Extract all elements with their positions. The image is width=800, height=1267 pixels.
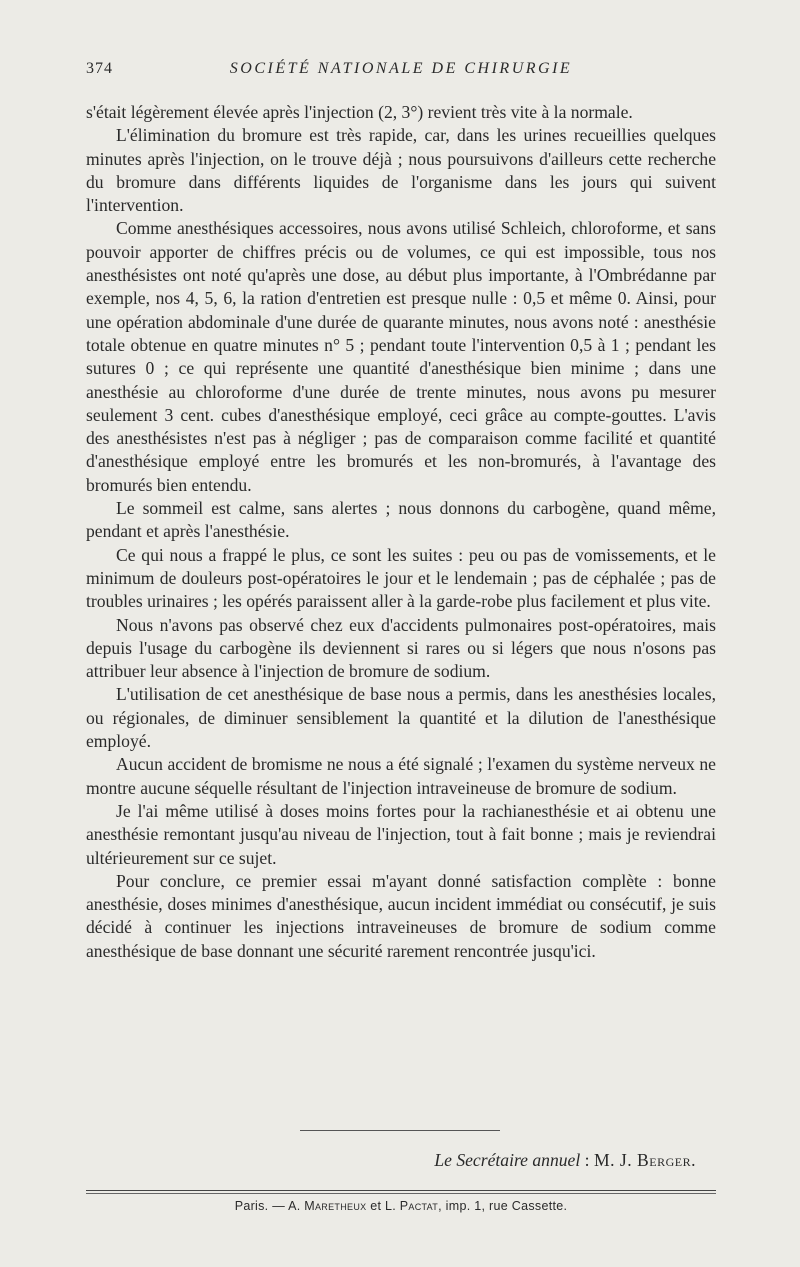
imprint-suffix: , imp. 1, rue Cassette. (438, 1199, 568, 1213)
signature-role: Le Secrétaire annuel (434, 1150, 581, 1170)
paragraph: L'élimination du bromure est très rapide, car, dans les urines recueillies quelques minutes après l'injection, on le trouve déjà ; nous poursuivons d'ailleurs cette recherche du bromure dans différents liquides de l'organisme dans les jours qui suivent l'intervention. (86, 125, 716, 216)
running-head: SOCIÉTÉ NATIONALE DE CHIRURGIE (229, 60, 573, 77)
paragraph: Ce qui nous a frappé le plus, ce sont les suites : peu ou pas de vomissements, et le minimum de douleurs post-opératoires le jour et le lendemain ; pas de céphalée ; pas de troubles urinaires ; les opérés paraissent aller à la garde-robe plus facilement et plus vite. (86, 544, 716, 612)
imprint-conj: et L. (366, 1199, 400, 1213)
paragraph: Pour conclure, ce premier essai m'ayant donné satisfaction complète : bonne anesthésie, doses minimes d'anesthésique, aucun incident immédiat ou consécutif, je suis décidé à continuer les injections intraveineuses de bromure de sodium comme anesthésique de base donnant une sécurité rarement rencontrée jusqu'ici. (86, 870, 716, 961)
signature-separator: : (580, 1150, 594, 1170)
paragraph: Je l'ai même utilisé à doses moins fortes pour la rachianesthésie et ai obtenu une anesthésie remontant jusqu'au niveau de l'injection, tout à fait bonne ; mais je reviendrai ultérieurement sur ce sujet. (86, 800, 716, 868)
signature-name: M. J. Berger. (593, 1150, 696, 1170)
paragraph: Comme anesthésiques accessoires, nous avons utilisé Schleich, chloroforme, et sans pouvoir apporter de chiffres précis ou de volumes, ce qui est impossible, tous nos anesthésistes ont noté qu'après une dose, au début plus importante, à l'Ombrédanne par exemple, nos 4, 5, 6, la ration d'entretien est presque nulle : 0,5 et même 0. Ainsi, pour une opération abdominale d'une durée de quarante minutes, nous avons noté : anesthésie totale obtenue en quatre minutes n° 5 ; pendant toute l'intervention 0,5 à 1 ; pendant les sutures 0 ; ce qui représente une quantité d'anesthésique bien minime ; dans une anesthésie au chloroforme d'une durée de trente minutes, nous avons pu mesurer seulement 3 cent. cubes d'anesthésique employé, ceci grâce au compte-gouttes. L'avis des anesthésistes n'est pas à négliger ; pas de comparaison comme facilité et quantité d'anesthésique employé entre les bromurés et les non-bromurés, à l'avantage des bromurés bien entendu. (86, 218, 716, 495)
paragraph: s'était légèrement élevée après l'injection (2, 3°) revient très vite à la normale. (86, 102, 633, 122)
imprint-printer-1: Maretheux (304, 1199, 367, 1213)
page-number: 374 (86, 60, 113, 77)
page-header (86, 60, 716, 84)
imprint-printer-2: Pactat (399, 1199, 439, 1213)
signature (86, 1150, 696, 1171)
paragraph: Aucun accident de bromisme ne nous a été signalé ; l'examen du système nerveux ne montre aucune séquelle résultant de l'injection intraveineuse de bromure de sodium. (86, 754, 716, 798)
footer-rule (86, 1190, 716, 1194)
printer-imprint (86, 1199, 716, 1213)
paragraph: Nous n'avons pas observé chez eux d'accidents pulmonaires post-opératoires, mais depuis l'usage du carbogène ils deviennent si rares ou si légers que nous n'osons pas attribuer leur absence à l'injection de bromure de sodium. (86, 614, 716, 682)
paragraph: Le sommeil est calme, sans alertes ; nous donnons du carbogène, quand même, pendant et après l'anesthésie. (86, 498, 716, 542)
paragraph: L'utilisation de cet anesthésique de base nous a permis, dans les anesthésies locales, ou régionales, de diminuer sensiblement la quantité et la dilution de l'anesthésique employé. (86, 684, 716, 752)
body-text (86, 101, 716, 963)
imprint-prefix: Paris. — A. (234, 1199, 305, 1213)
separator-rule (300, 1130, 500, 1131)
